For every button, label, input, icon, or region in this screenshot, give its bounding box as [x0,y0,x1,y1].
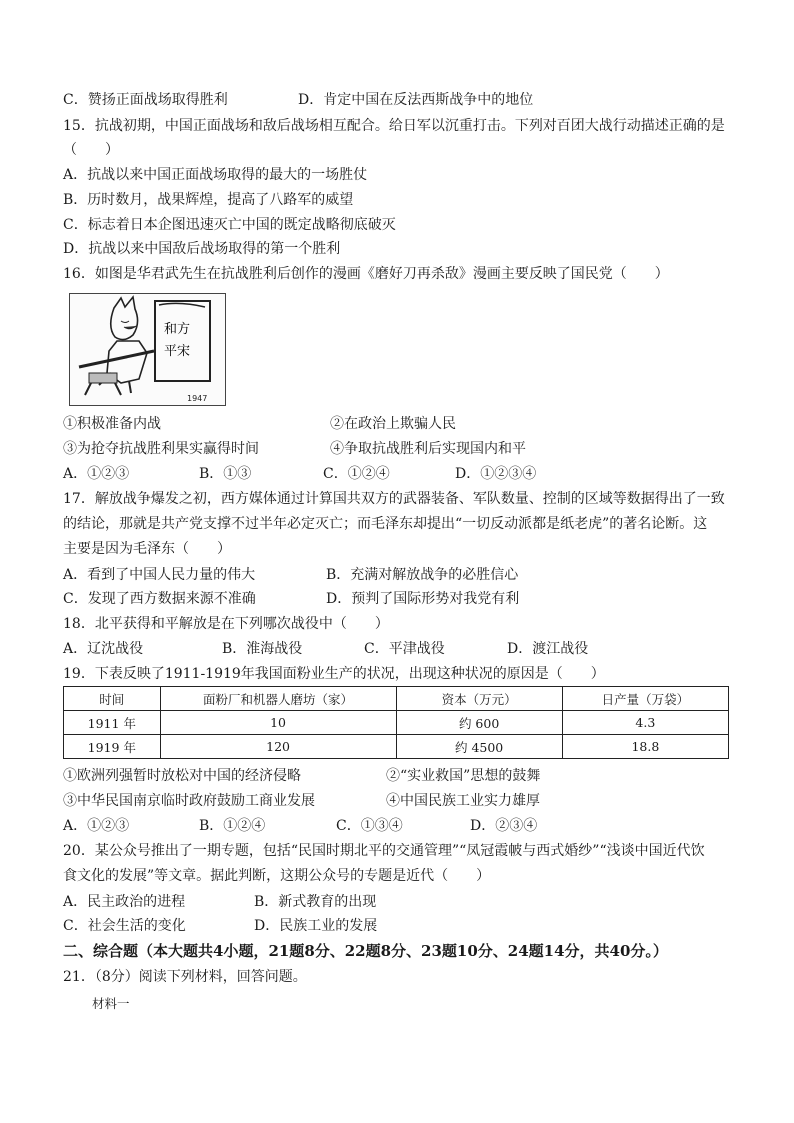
text-line: 19．下表反映了1911-1919年我国面粉业生产的状况，出现这种状况的原因是（ ） [63,666,605,682]
text-line: D．抗战以来中国敌后战场取得的第一个胜利 [63,241,341,257]
text-line: C．①③④ [336,818,403,834]
text-line: ④争取抗战胜利后实现国内和平 [330,441,526,457]
table-cell: 1911 年 [64,711,161,735]
table-header-row [64,687,729,711]
cartoon-year: 1947 [187,394,208,403]
text-line: A．①②③ [63,818,130,834]
material-label: 材料一 [92,996,130,1011]
text-line: 18．北平获得和平解放是在下列哪次战役中（ ） [63,616,389,632]
text-line: 20．某公众号推出了一期专题，包括“民国时期北平的交通管理”“凤冠霞帔与西式婚纱”“浅谈中国近代饮 [63,843,705,859]
text-line: B．新式教育的出现 [254,894,377,910]
text-line: D．渡江战役 [507,641,589,657]
table-cell: 18.8 [562,735,728,759]
text-line: 二、综合题（本大题共4小题，21题8分、22题8分、23题10分、24题14分，共40分。） [63,942,668,960]
flour-industry-table [63,686,729,759]
text-line: B．历时数月，战果辉煌，提高了八路军的威望 [63,192,354,208]
text-line: C．标志着日本企图迅速灭亡中国的既定战略彻底破灭 [63,217,396,233]
text-line: A．看到了中国人民力量的伟大 [63,567,256,583]
text-line: 17．解放战争爆发之初，西方媒体通过计算国共双方的武器装备、军队数量、控制的区域等数据得出了一致 [63,491,725,507]
cartoon-sign-text-1: 和方 [164,322,191,337]
text-line: C．发现了西方数据来源不准确 [63,591,256,607]
table-header-cell: 面粉厂和机器人磨坊（家） [160,687,396,711]
text-line: B．①③ [199,466,252,482]
text-line: ③为抢夺抗战胜利果实赢得时间 [63,441,259,457]
text-line: D．②③④ [470,818,538,834]
text-line: ①积极准备内战 [63,416,161,432]
text-line: 15．抗战初期，中国正面战场和敌后战场相互配合。给日军以沉重打击。下列对百团大战行动描述正确的是 [63,118,725,134]
text-line: 21．（8分）阅读下列材料，回答问题。 [63,969,307,985]
table-row [64,711,729,735]
text-line: 的结论，那就是共产党支撑不过半年必定灭亡；而毛泽东却提出“一切反动派都是纸老虎”的著名论断。这 [63,516,708,532]
text-line: A．抗战以来中国正面战场取得的最大的一场胜仗 [63,167,368,183]
text-line: A．辽沈战役 [63,641,144,657]
text-line: ②在政治上欺骗人民 [330,416,456,432]
table-cell: 约 4500 [396,735,562,759]
text-line: B．①②④ [199,818,266,834]
text-line: 主要是因为毛泽东（ ） [63,541,231,557]
table-row [64,735,729,759]
table-cell: 约 600 [396,711,562,735]
table-header-cell: 时间 [64,687,161,711]
text-line: C．社会生活的变化 [63,918,186,934]
table-cell: 120 [160,735,396,759]
cartoon-image [69,293,226,406]
text-line: D．民族工业的发展 [254,918,378,934]
text-line: ②“实业救国”思想的鼓舞 [386,768,541,784]
text-line: D．①②③④ [455,466,537,482]
text-line: D．预判了国际形势对我党有利 [326,591,520,607]
text-line: C．赞扬正面战场取得胜利 [63,92,228,108]
text-line: A．①②③ [63,466,130,482]
text-line: B．淮海战役 [222,641,303,657]
table-header-cell: 资本（万元） [396,687,562,711]
cartoon-sign-text-2: 平宋 [164,344,191,359]
text-line: 食文化的发展”等文章。据此判断，这期公众号的专题是近代（ ） [63,868,491,884]
table-header-cell: 日产量（万袋） [562,687,728,711]
table-cell: 10 [160,711,396,735]
text-line: D．肯定中国在反法西斯战争中的地位 [298,92,534,108]
text-line: ①欧洲列强暂时放松对中国的经济侵略 [63,768,301,784]
text-line: B．充满对解放战争的必胜信心 [326,567,519,583]
text-line: 16．如图是华君武先生在抗战胜利后创作的漫画《磨好刀再杀敌》漫画主要反映了国民党（ ） [63,266,669,282]
text-line: ④中国民族工业实力雄厚 [386,793,540,809]
text-line: （ ） [63,142,119,158]
text-line: C．平津战役 [364,641,445,657]
text-line: ③中华民国南京临时政府鼓励工商业发展 [63,793,315,809]
table-cell: 4.3 [562,711,728,735]
text-line: C．①②④ [323,466,390,482]
text-line: A．民主政治的进程 [63,894,186,910]
table-cell: 1919 年 [64,735,161,759]
